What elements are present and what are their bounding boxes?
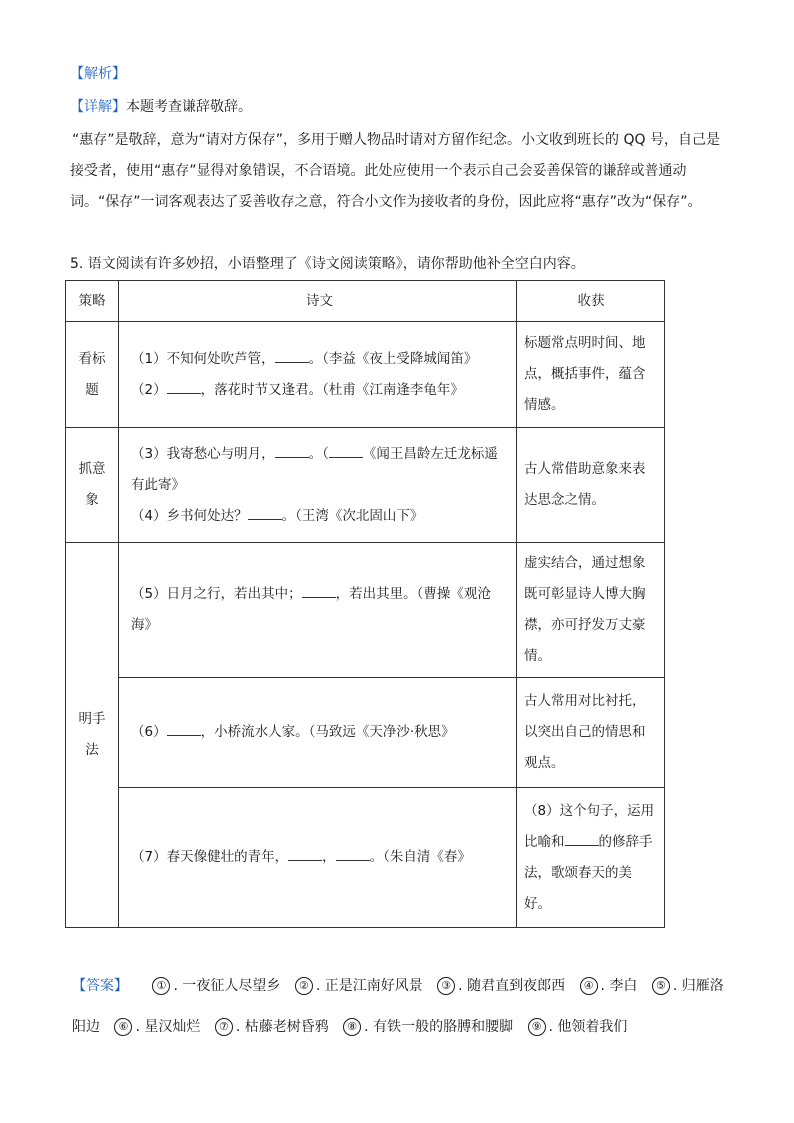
answer-text: 归雁洛阳边 — [72, 978, 724, 1035]
answer-blank[interactable] — [275, 348, 309, 363]
answer-tag: 【答案】 — [72, 978, 128, 994]
answer-blank[interactable] — [329, 443, 363, 458]
poem-cell — [119, 678, 517, 788]
poem-text: 《闻王昌龄左迁龙标遥有此寄》 — [131, 445, 498, 493]
poem-line — [131, 344, 508, 375]
poem-text: （5）日月之行，若出其中； — [131, 586, 302, 602]
answer-item: ⑨ . 他领着我们 — [528, 1019, 628, 1035]
strategy-cell — [66, 543, 119, 928]
poem-line — [131, 717, 508, 748]
detail-line — [70, 97, 252, 117]
detail-tag: 【详解】 — [70, 99, 126, 115]
question-text: 5. 语文阅读有许多妙招，小语整理了《诗文阅读策略》，请你帮助他补全空白内容。 — [70, 256, 585, 272]
answer-number: ⑤ — [652, 977, 670, 995]
analysis-tag: 【解析】 — [70, 66, 126, 82]
poem-text: 。（李益《夜上受降城闻笛》 — [308, 350, 478, 367]
answer-number: ③ — [437, 977, 455, 995]
answer-number: ⑧ — [343, 1018, 361, 1036]
answer-item: ② . 正是江南好风景 — [295, 978, 423, 994]
header-strategy: 策略 — [66, 281, 119, 322]
poem-text: （3）我寄愁心与明月， — [131, 445, 275, 462]
poem-line — [131, 501, 508, 532]
poem-text: 。（ — [308, 445, 329, 462]
detail-text: 本题考查谦辞敬辞。 — [126, 99, 252, 115]
answer-blank[interactable] — [275, 443, 309, 458]
answer-item: ④ . 李白 — [580, 978, 638, 994]
poem-cell — [119, 788, 517, 928]
answer-item: ⑥ . 星汉灿烂 — [114, 1019, 200, 1035]
poem-text: （1）不知何处吹芦管， — [131, 350, 275, 367]
answer-text: 正是江南好风景 — [324, 978, 423, 994]
strategy-table — [65, 280, 665, 928]
poem-text: 。（朱自清《春》 — [369, 849, 471, 865]
poem-line — [131, 375, 508, 406]
gain-cell: 古人常借助意象来表达思念之情。 — [517, 428, 665, 543]
answer-text: 有铁一般的胳膊和腰脚 — [373, 1019, 514, 1035]
gain-text: （8）这个句子，运用比喻和 — [524, 802, 655, 850]
poem-cell — [119, 543, 517, 678]
answer-text: 他领着我们 — [557, 1019, 628, 1035]
answer-item: ③ . 随君直到夜郎西 — [437, 978, 565, 994]
answer-number: ① — [152, 977, 170, 995]
table-row — [66, 543, 665, 678]
answer-blank[interactable] — [302, 583, 336, 598]
answer-blank[interactable] — [167, 379, 201, 394]
answer-text: 随君直到夜郎西 — [467, 978, 566, 994]
header-gain: 收获 — [517, 281, 665, 322]
poem-text: （6） — [131, 724, 167, 740]
poem-text: ，若出其里。（曹操《观沧海》 — [131, 586, 491, 633]
poem-text: （7）春天像健壮的青年， — [131, 849, 289, 865]
poem-text: ， — [322, 849, 336, 865]
strategy-cell — [66, 428, 119, 543]
gain-cell: 标题常点明时间、地点，概括事件，蕴含情感。 — [517, 322, 665, 428]
poem-cell — [119, 322, 517, 428]
strategy-cell — [66, 322, 119, 428]
answer-item: ① . 一夜征人尽望乡 — [152, 978, 280, 994]
answer-block — [72, 966, 727, 1048]
gain-text: 的修辞手法，歌颂春天的美好。 — [524, 833, 653, 912]
header-poem: 诗文 — [119, 281, 517, 322]
gain-cell — [517, 788, 665, 928]
answer-number: ⑨ — [528, 1018, 546, 1036]
answer-number: ② — [295, 977, 313, 995]
answer-text: 一夜征人尽望乡 — [182, 978, 281, 994]
strategy-label: 看标题 — [78, 350, 106, 398]
answer-item: ⑤ . 归雁洛阳边 — [72, 978, 724, 1035]
poem-text: ，小桥流水人家。（马致远《天净沙·秋思》 — [200, 724, 455, 740]
answer-text: 李白 — [609, 978, 638, 994]
analysis-paragraph: “惠存”是敬辞，意为“请对方保存”，多用于赠人物品时请对方留作纪念。小文收到班长的 QQ 号，自己是接受者，使用“惠存”显得对象错误，不合语境。此处应使用一个表示自己会妥善保管的谦辞或普通动词。“保存”一词客观表达了妥善收存之意，符合小文作为接收者的身份，因此应将“惠存”改为“保存”。 — [70, 132, 720, 210]
answer-blank[interactable] — [167, 721, 201, 736]
gain-cell: 虚实结合，通过想象既可彰显诗人博大胸襟，亦可抒发万丈豪情。 — [517, 543, 665, 678]
poem-line — [131, 842, 508, 873]
table-row — [66, 678, 665, 788]
answer-number: ⑦ — [215, 1018, 233, 1036]
table-row — [66, 788, 665, 928]
answer-item: ⑧ . 有铁一般的胳膊和腰脚 — [343, 1019, 513, 1035]
answer-blank[interactable] — [288, 846, 322, 861]
answer-number: ⑥ — [114, 1018, 132, 1036]
strategy-label: 明手法 — [78, 711, 106, 758]
gain-cell: 古人常用对比衬托，以突出自己的情思和观点。 — [517, 678, 665, 788]
poem-text: 。（王湾《次北固山下》 — [281, 507, 424, 524]
poem-text: ，落花时节又逢君。（杜甫《江南逢李龟年》 — [200, 381, 464, 398]
table-row — [66, 428, 665, 543]
answer-text: 枯藤老树昏鸦 — [244, 1019, 329, 1035]
answer-blank[interactable] — [248, 505, 282, 520]
strategy-label: 抓意象 — [78, 461, 106, 508]
table-row — [66, 322, 665, 428]
poem-text: （4）乡书何处达？ — [131, 507, 248, 524]
answer-number: ④ — [580, 977, 598, 995]
table-header-row — [66, 281, 665, 322]
poem-line — [131, 579, 508, 641]
poem-cell — [119, 428, 517, 543]
answer-text: 星汉灿烂 — [144, 1019, 201, 1035]
poem-line — [131, 439, 508, 501]
poem-text: （2） — [131, 381, 167, 398]
answer-item: ⑦ . 枯藤老树昏鸦 — [215, 1019, 329, 1035]
answer-blank[interactable] — [336, 846, 370, 861]
answer-blank[interactable] — [565, 831, 599, 846]
